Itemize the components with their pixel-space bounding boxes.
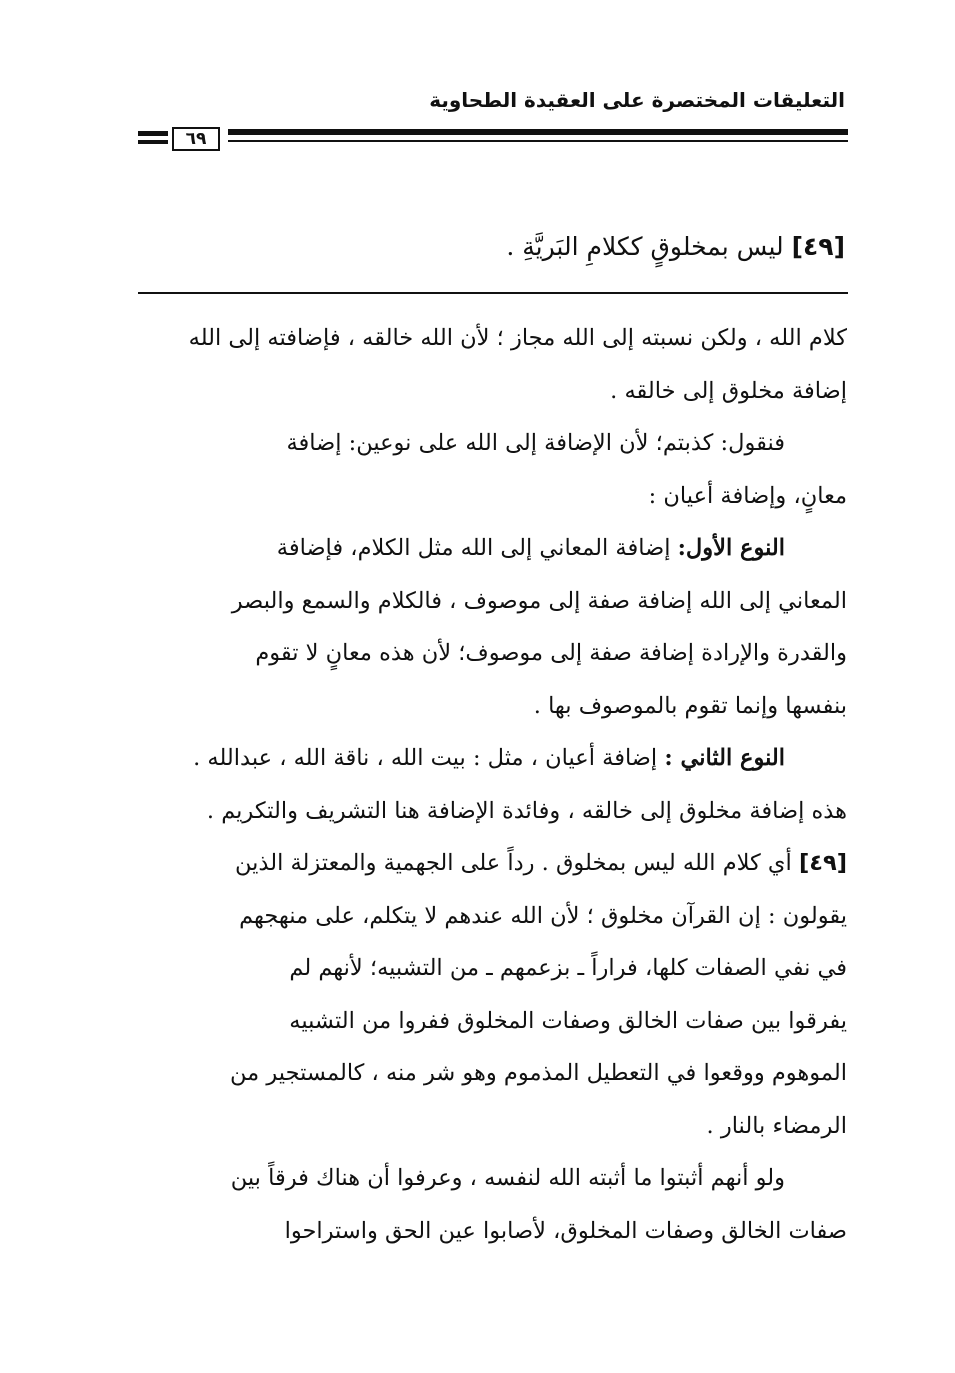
matn-separator bbox=[138, 292, 848, 294]
commentary-line: يقولون : إن القرآن مخلوق ؛ لأن الله عندهم لا يتكلم، على منهجهم bbox=[239, 902, 847, 929]
commentary-body bbox=[135, 312, 847, 1257]
commentary-line: الموهوم ووقعوا في التعطيل المذموم وهو شر منه ، كالمستجير من bbox=[230, 1060, 847, 1086]
commentary-line: معانٍ، وإضافة أعيان : bbox=[648, 482, 847, 509]
header-rule-left bbox=[138, 131, 168, 136]
type2-text: إضافة أعيان ، مثل : بيت الله ، ناقة الله ، عبدالله . bbox=[193, 745, 658, 771]
matn-line bbox=[125, 232, 845, 261]
commentary-line: إضافة مخلوق إلى خالقه . bbox=[610, 377, 847, 404]
commentary-line: في نفي الصفات كلها، فراراً ـ بزعمهم ـ من التشبيه؛ لأنهم لم bbox=[289, 955, 847, 981]
commentary-line: صفات الخالق وصفات المخلوق، لأصابوا عين الحق واستراحوا bbox=[284, 1217, 847, 1244]
commentary-line: هذه إضافة مخلوق إلى خالقه ، وفائدة الإضافة هنا التشريف والتكريم . bbox=[206, 797, 847, 824]
commentary-line: ولو أنهم أثبتوا ما أثبته الله لنفسه ، وعرفوا أن هناك فرقاً بين bbox=[230, 1165, 785, 1191]
type1-first-line bbox=[135, 522, 785, 575]
type1-text: إضافة المعاني إلى الله مثل الكلام، فإضافة bbox=[276, 535, 671, 561]
matn-number: [٤٩] bbox=[791, 232, 845, 261]
type2-first-line bbox=[135, 732, 785, 785]
running-title: التعليقات المختصرة على العقيدة الطحاوية bbox=[429, 88, 845, 112]
comment-text: أي كلام الله ليس بمخلوق . رداً على الجهمية والمعتزلة الذين bbox=[235, 850, 792, 876]
header-rule-right-thin bbox=[228, 140, 848, 142]
commentary-line: بنفسها وإنما تقوم بالموصوف بها . bbox=[533, 692, 847, 719]
commentary-line: يفرقوا بين صفات الخالق وصفات المخلوق ففروا من التشبيه bbox=[289, 1007, 847, 1034]
commentary-line: الرمضاء بالنار . bbox=[706, 1112, 847, 1139]
type1-label: النوع الأول: bbox=[677, 535, 785, 561]
matn-text: ليس بمخلوقٍ ككلامِ البَريَّةِ . bbox=[506, 232, 784, 261]
header-rule-right bbox=[228, 129, 848, 135]
comment-number: [٤٩] bbox=[798, 850, 847, 876]
commentary-line: والقدرة والإرادة إضافة صفة إلى موصوف؛ لأن هذه معانٍ لا تقوم bbox=[255, 640, 847, 666]
commentary-line: فنقول: كذبتم؛ لأن الإضافة إلى الله على نوعين: إضافة bbox=[286, 430, 785, 456]
header-rule-left-2 bbox=[138, 140, 168, 144]
commentary-line: المعاني إلى الله إضافة صفة إلى موصوف ، فالكلام والسمع والبصر bbox=[231, 587, 847, 614]
type2-label: النوع الثاني : bbox=[664, 745, 785, 771]
comment-first-line bbox=[135, 837, 847, 890]
commentary-line: كلام الله ، ولكن نسبته إلى الله مجاز ؛ لأن الله خالقه ، فإضافته إلى الله bbox=[188, 325, 847, 351]
page-number: ٦٩ bbox=[172, 127, 220, 151]
